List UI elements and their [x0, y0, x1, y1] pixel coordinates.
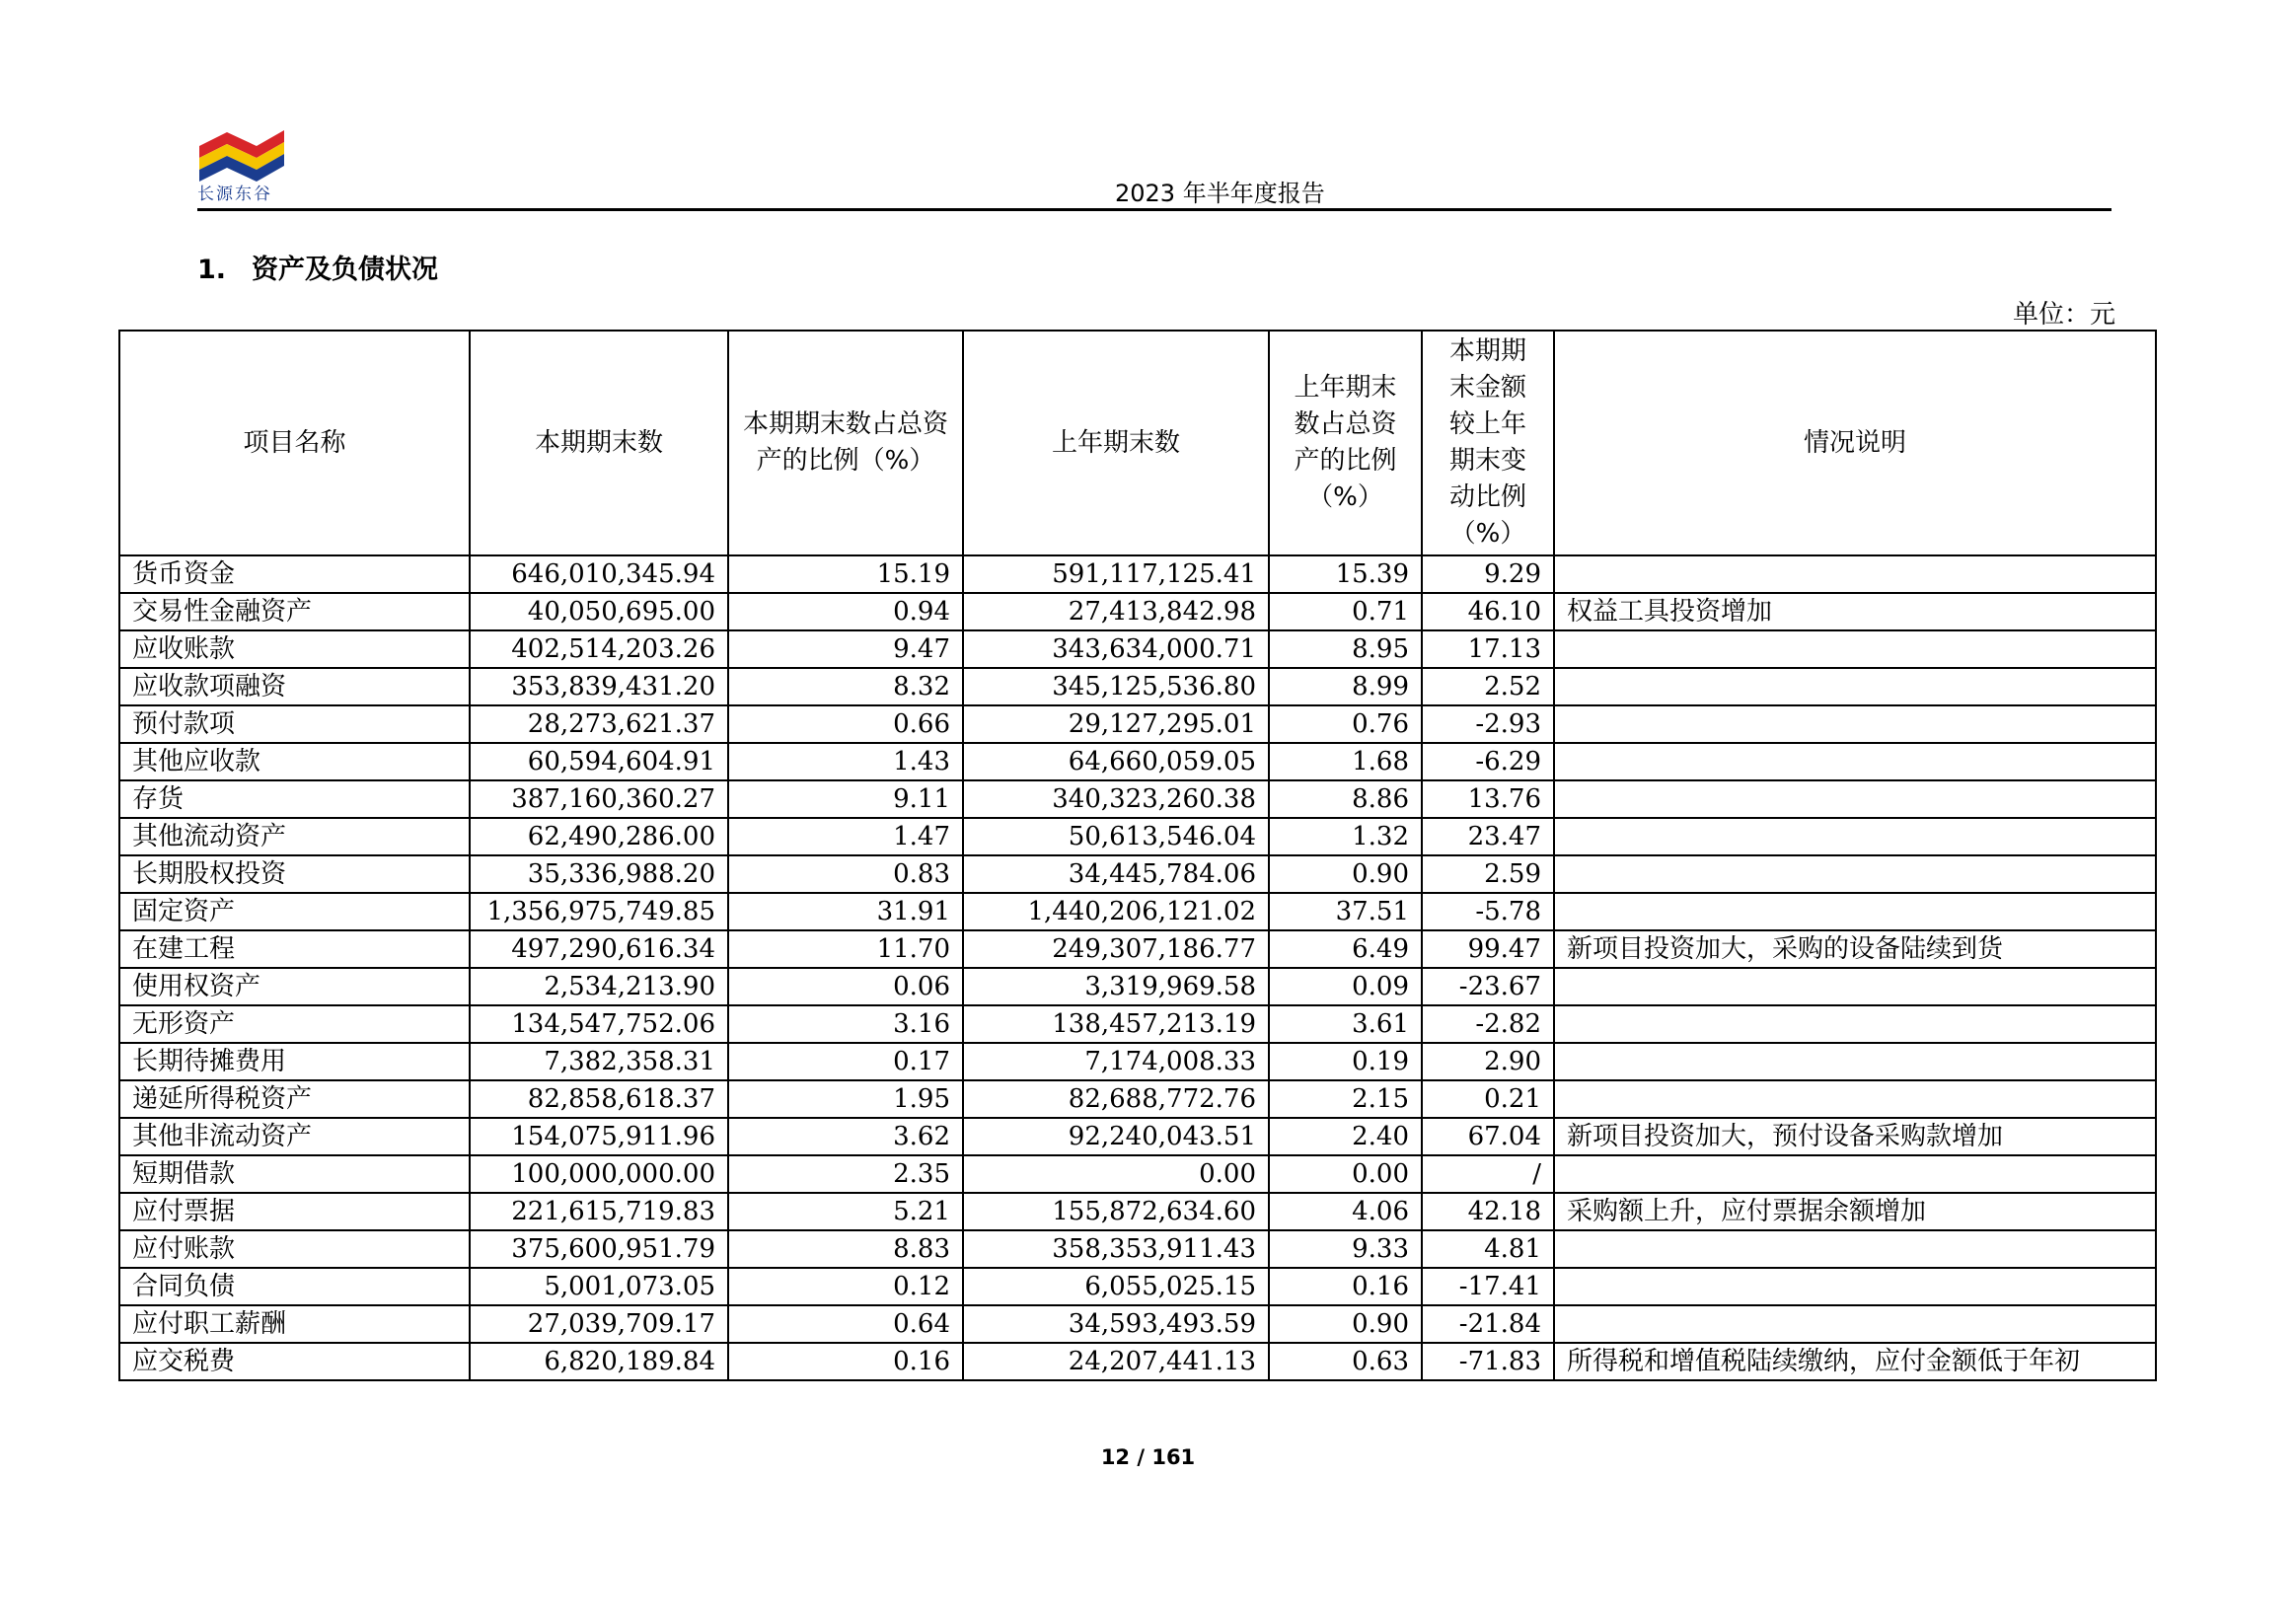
cell-prior-end: 343,634,000.71	[963, 630, 1269, 668]
cell-item-name: 交易性金融资产	[119, 593, 470, 630]
cell-current-ratio: 0.66	[728, 705, 963, 743]
cell-prior-ratio: 0.90	[1269, 1305, 1422, 1343]
cell-prior-ratio: 37.51	[1269, 893, 1422, 930]
page-number: 12 / 161	[1100, 1445, 1196, 1469]
unit-label: 单位：元	[2012, 300, 2115, 330]
table-row	[119, 1043, 2156, 1080]
cell-prior-end: 82,688,772.76	[963, 1080, 1269, 1118]
cell-change-ratio: 99.47	[1422, 930, 1554, 968]
cell-notes: 新项目投资加大，预付设备采购款增加	[1554, 1118, 2156, 1155]
cell-prior-ratio: 2.15	[1269, 1080, 1422, 1118]
table-row	[119, 1305, 2156, 1343]
cell-current-ratio: 8.32	[728, 668, 963, 705]
cell-current-end: 353,839,431.20	[470, 668, 728, 705]
cell-change-ratio: 67.04	[1422, 1118, 1554, 1155]
cell-prior-ratio: 0.00	[1269, 1155, 1422, 1193]
header-current-end: 本期期末数	[470, 331, 728, 555]
cell-notes	[1554, 968, 2156, 1005]
asset-liability-table	[118, 330, 2157, 1381]
cell-change-ratio: -2.82	[1422, 1005, 1554, 1043]
table-row	[119, 1080, 2156, 1118]
cell-prior-end: 24,207,441.13	[963, 1343, 1269, 1380]
cell-change-ratio: 2.52	[1422, 668, 1554, 705]
cell-current-end: 6,820,189.84	[470, 1343, 728, 1380]
cell-current-ratio: 9.47	[728, 630, 963, 668]
cell-current-ratio: 15.19	[728, 555, 963, 593]
cell-current-end: 27,039,709.17	[470, 1305, 728, 1343]
cell-item-name: 预付款项	[119, 705, 470, 743]
cell-notes	[1554, 1005, 2156, 1043]
cell-current-ratio: 0.83	[728, 855, 963, 893]
cell-current-end: 28,273,621.37	[470, 705, 728, 743]
cell-prior-end: 34,445,784.06	[963, 855, 1269, 893]
section-heading	[197, 248, 438, 286]
cell-current-ratio: 5.21	[728, 1193, 963, 1230]
table-row	[119, 630, 2156, 668]
cell-notes	[1554, 668, 2156, 705]
table-row	[119, 1005, 2156, 1043]
table-row	[119, 1230, 2156, 1268]
cell-prior-end: 591,117,125.41	[963, 555, 1269, 593]
header-item-name: 项目名称	[119, 331, 470, 555]
cell-change-ratio: -71.83	[1422, 1343, 1554, 1380]
table-row	[119, 1193, 2156, 1230]
cell-notes: 所得税和增值税陆续缴纳，应付金额低于年初	[1554, 1343, 2156, 1380]
cell-item-name: 应付账款	[119, 1230, 470, 1268]
cell-change-ratio: 13.76	[1422, 780, 1554, 818]
cell-current-end: 497,290,616.34	[470, 930, 728, 968]
cell-prior-ratio: 8.86	[1269, 780, 1422, 818]
cell-notes	[1554, 743, 2156, 780]
cell-current-end: 1,356,975,749.85	[470, 893, 728, 930]
cell-current-ratio: 1.43	[728, 743, 963, 780]
cell-prior-ratio: 0.19	[1269, 1043, 1422, 1080]
cell-current-end: 7,382,358.31	[470, 1043, 728, 1080]
cell-prior-ratio: 0.90	[1269, 855, 1422, 893]
cell-item-name: 长期股权投资	[119, 855, 470, 893]
cell-current-ratio: 31.91	[728, 893, 963, 930]
cell-prior-ratio: 1.68	[1269, 743, 1422, 780]
table-row	[119, 893, 2156, 930]
cell-item-name: 短期借款	[119, 1155, 470, 1193]
cell-current-ratio: 2.35	[728, 1155, 963, 1193]
cell-current-ratio: 11.70	[728, 930, 963, 968]
cell-prior-end: 155,872,634.60	[963, 1193, 1269, 1230]
table-row	[119, 705, 2156, 743]
cell-prior-ratio: 0.09	[1269, 968, 1422, 1005]
cell-current-end: 646,010,345.94	[470, 555, 728, 593]
cell-change-ratio: 0.21	[1422, 1080, 1554, 1118]
cell-current-end: 35,336,988.20	[470, 855, 728, 893]
cell-change-ratio: -6.29	[1422, 743, 1554, 780]
cell-prior-end: 7,174,008.33	[963, 1043, 1269, 1080]
cell-item-name: 应收账款	[119, 630, 470, 668]
table-row	[119, 930, 2156, 968]
cell-prior-end: 34,593,493.59	[963, 1305, 1269, 1343]
header-prior-end: 上年期末数	[963, 331, 1269, 555]
table-row	[119, 593, 2156, 630]
table-body	[119, 555, 2156, 1380]
cell-prior-ratio: 0.71	[1269, 593, 1422, 630]
cell-prior-ratio: 8.99	[1269, 668, 1422, 705]
table-row	[119, 668, 2156, 705]
cell-current-ratio: 3.62	[728, 1118, 963, 1155]
cell-notes: 采购额上升，应付票据余额增加	[1554, 1193, 2156, 1230]
cell-change-ratio: 2.59	[1422, 855, 1554, 893]
table-row	[119, 1155, 2156, 1193]
cell-prior-ratio: 6.49	[1269, 930, 1422, 968]
cell-notes	[1554, 893, 2156, 930]
cell-prior-ratio: 2.40	[1269, 1118, 1422, 1155]
cell-current-end: 375,600,951.79	[470, 1230, 728, 1268]
table-row	[119, 855, 2156, 893]
section-title: 资产及负债状况	[252, 255, 438, 285]
cell-item-name: 其他非流动资产	[119, 1118, 470, 1155]
cell-current-end: 387,160,360.27	[470, 780, 728, 818]
table-row	[119, 743, 2156, 780]
header-current-ratio: 本期期末数占总资产的比例（%）	[728, 331, 963, 555]
cell-current-ratio: 0.12	[728, 1268, 963, 1305]
cell-prior-ratio: 3.61	[1269, 1005, 1422, 1043]
header-divider	[197, 208, 2111, 211]
cell-notes	[1554, 1080, 2156, 1118]
header-notes: 情况说明	[1554, 331, 2156, 555]
cell-current-end: 154,075,911.96	[470, 1118, 728, 1155]
cell-change-ratio: 46.10	[1422, 593, 1554, 630]
cell-current-end: 5,001,073.05	[470, 1268, 728, 1305]
cell-notes	[1554, 855, 2156, 893]
cell-current-ratio: 0.06	[728, 968, 963, 1005]
cell-prior-end: 3,319,969.58	[963, 968, 1269, 1005]
table-header-row	[119, 331, 2156, 555]
cell-notes: 新项目投资加大，采购的设备陆续到货	[1554, 930, 2156, 968]
cell-change-ratio: 42.18	[1422, 1193, 1554, 1230]
cell-prior-end: 1,440,206,121.02	[963, 893, 1269, 930]
cell-prior-end: 345,125,536.80	[963, 668, 1269, 705]
cell-prior-end: 138,457,213.19	[963, 1005, 1269, 1043]
cell-prior-end: 64,660,059.05	[963, 743, 1269, 780]
cell-current-ratio: 0.17	[728, 1043, 963, 1080]
cell-current-ratio: 0.16	[728, 1343, 963, 1380]
cell-change-ratio: /	[1422, 1155, 1554, 1193]
cell-item-name: 存货	[119, 780, 470, 818]
cell-change-ratio: -2.93	[1422, 705, 1554, 743]
cell-current-ratio: 0.64	[728, 1305, 963, 1343]
cell-change-ratio: 9.29	[1422, 555, 1554, 593]
cell-change-ratio: 4.81	[1422, 1230, 1554, 1268]
cell-change-ratio: -23.67	[1422, 968, 1554, 1005]
table-row	[119, 1118, 2156, 1155]
cell-notes	[1554, 555, 2156, 593]
cell-notes	[1554, 1230, 2156, 1268]
cell-item-name: 其他流动资产	[119, 818, 470, 855]
cell-prior-end: 92,240,043.51	[963, 1118, 1269, 1155]
cell-item-name: 货币资金	[119, 555, 470, 593]
cell-item-name: 应交税费	[119, 1343, 470, 1380]
cell-notes	[1554, 818, 2156, 855]
cell-notes	[1554, 1155, 2156, 1193]
cell-prior-end: 29,127,295.01	[963, 705, 1269, 743]
cell-prior-end: 249,307,186.77	[963, 930, 1269, 968]
cell-current-ratio: 3.16	[728, 1005, 963, 1043]
cell-current-end: 402,514,203.26	[470, 630, 728, 668]
cell-item-name: 使用权资产	[119, 968, 470, 1005]
cell-current-end: 134,547,752.06	[470, 1005, 728, 1043]
cell-current-end: 2,534,213.90	[470, 968, 728, 1005]
section-number: 1.	[197, 255, 227, 285]
cell-current-end: 62,490,286.00	[470, 818, 728, 855]
cell-current-ratio: 8.83	[728, 1230, 963, 1268]
cell-current-ratio: 0.94	[728, 593, 963, 630]
cell-change-ratio: 2.90	[1422, 1043, 1554, 1080]
cell-change-ratio: -5.78	[1422, 893, 1554, 930]
cell-change-ratio: 17.13	[1422, 630, 1554, 668]
table-row	[119, 1268, 2156, 1305]
cell-prior-end: 27,413,842.98	[963, 593, 1269, 630]
cell-notes	[1554, 780, 2156, 818]
header-change-ratio: 本期期末金额较上年期末变动比例（%）	[1422, 331, 1554, 555]
cell-current-ratio: 1.47	[728, 818, 963, 855]
header-prior-ratio: 上年期末数占总资产的比例（%）	[1269, 331, 1422, 555]
cell-item-name: 递延所得税资产	[119, 1080, 470, 1118]
table-row	[119, 968, 2156, 1005]
logo-text: 长源东谷	[197, 185, 272, 204]
cell-notes	[1554, 630, 2156, 668]
cell-prior-end: 358,353,911.43	[963, 1230, 1269, 1268]
cell-notes	[1554, 1305, 2156, 1343]
cell-notes	[1554, 1043, 2156, 1080]
cell-prior-end: 340,323,260.38	[963, 780, 1269, 818]
cell-item-name: 在建工程	[119, 930, 470, 968]
cell-prior-ratio: 8.95	[1269, 630, 1422, 668]
cell-current-ratio: 1.95	[728, 1080, 963, 1118]
cell-prior-end: 0.00	[963, 1155, 1269, 1193]
cell-item-name: 无形资产	[119, 1005, 470, 1043]
cell-prior-ratio: 0.76	[1269, 705, 1422, 743]
cell-notes	[1554, 705, 2156, 743]
cell-item-name: 合同负债	[119, 1268, 470, 1305]
cell-prior-ratio: 1.32	[1269, 818, 1422, 855]
cell-current-end: 82,858,618.37	[470, 1080, 728, 1118]
cell-current-end: 60,594,604.91	[470, 743, 728, 780]
cell-current-ratio: 9.11	[728, 780, 963, 818]
table-row	[119, 1343, 2156, 1380]
table-row	[119, 555, 2156, 593]
cell-prior-end: 50,613,546.04	[963, 818, 1269, 855]
cell-current-end: 100,000,000.00	[470, 1155, 728, 1193]
cell-item-name: 应付票据	[119, 1193, 470, 1230]
cell-item-name: 其他应收款	[119, 743, 470, 780]
cell-change-ratio: -21.84	[1422, 1305, 1554, 1343]
cell-prior-ratio: 4.06	[1269, 1193, 1422, 1230]
table-row	[119, 818, 2156, 855]
table-row	[119, 780, 2156, 818]
cell-notes	[1554, 1268, 2156, 1305]
cell-current-end: 40,050,695.00	[470, 593, 728, 630]
cell-prior-ratio: 0.16	[1269, 1268, 1422, 1305]
cell-change-ratio: -17.41	[1422, 1268, 1554, 1305]
cell-change-ratio: 23.47	[1422, 818, 1554, 855]
report-title: 2023 年半年度报告	[1115, 180, 1325, 207]
cell-current-end: 221,615,719.83	[470, 1193, 728, 1230]
cell-item-name: 固定资产	[119, 893, 470, 930]
cell-prior-end: 6,055,025.15	[963, 1268, 1269, 1305]
cell-notes: 权益工具投资增加	[1554, 593, 2156, 630]
cell-item-name: 应付职工薪酬	[119, 1305, 470, 1343]
cell-item-name: 长期待摊费用	[119, 1043, 470, 1080]
cell-prior-ratio: 15.39	[1269, 555, 1422, 593]
cell-item-name: 应收款项融资	[119, 668, 470, 705]
cell-prior-ratio: 9.33	[1269, 1230, 1422, 1268]
cell-prior-ratio: 0.63	[1269, 1343, 1422, 1380]
